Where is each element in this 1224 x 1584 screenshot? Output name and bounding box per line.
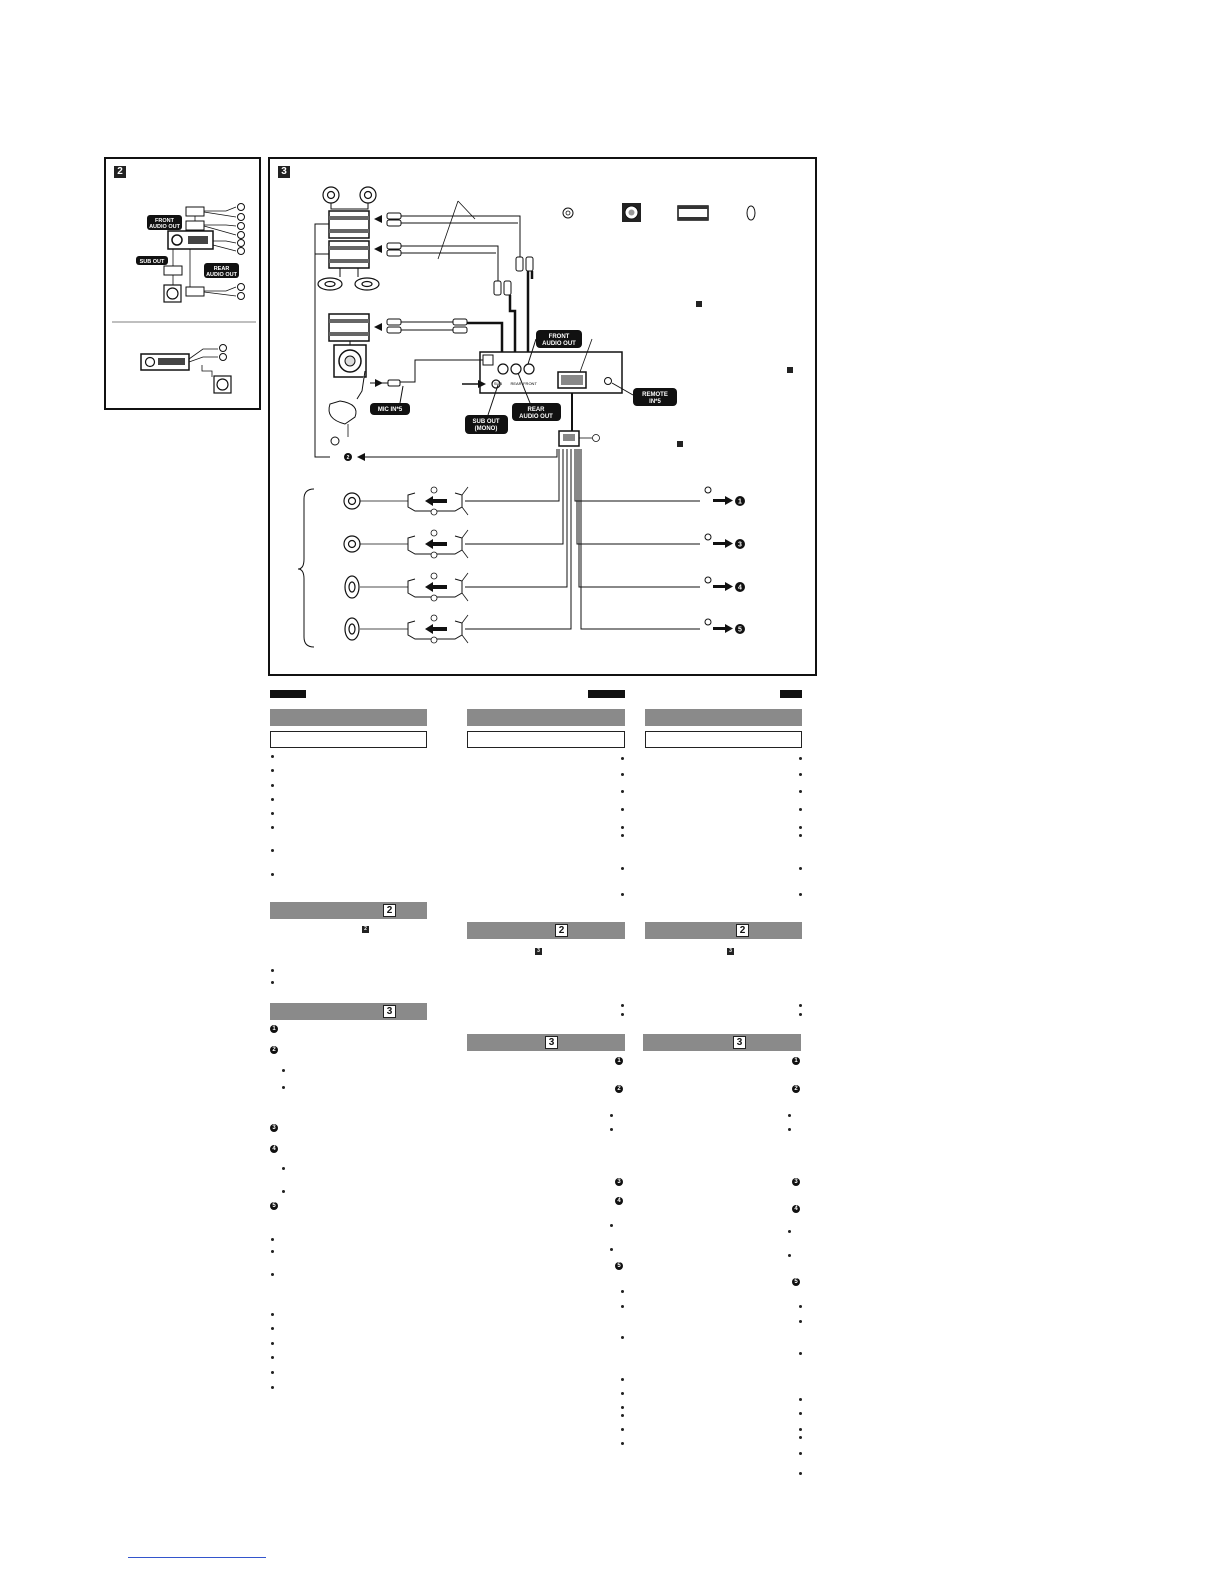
svg-text:5: 5 [738, 626, 742, 634]
svg-text:SUB: SUB [493, 381, 503, 386]
tag-sub-out-mono [465, 415, 508, 434]
svg-text:REAR: REAR [510, 381, 522, 386]
arrow-icon [375, 379, 383, 387]
speaker-icon [344, 493, 360, 640]
tag-rear-audio-out [204, 263, 239, 278]
svg-text:IN*5: IN*5 [649, 399, 661, 405]
subwoofer-icon [164, 285, 181, 302]
header-bar-col1 [270, 709, 427, 726]
svg-text:FRONT: FRONT [155, 218, 174, 224]
svg-text:AUDIO OUT: AUDIO OUT [542, 341, 576, 347]
svg-text:4: 4 [738, 584, 742, 592]
svg-text:AUDIO OUT: AUDIO OUT [519, 414, 553, 420]
svg-text:1: 1 [738, 498, 742, 506]
subwoofer-icon [214, 376, 231, 393]
mini-ref [677, 301, 793, 447]
arrow-icon [713, 496, 733, 633]
arrow-icon [357, 453, 365, 461]
svg-text:SUB OUT: SUB OUT [139, 259, 165, 265]
footer-link[interactable] [128, 1557, 266, 1558]
svg-text:SUB OUT: SUB OUT [472, 419, 500, 425]
tag-front-audio-out [147, 215, 182, 230]
language-tab-col1 [270, 690, 306, 698]
panel-3-number: 3 [278, 166, 290, 178]
header-box-col1 [270, 731, 427, 748]
svg-text:REMOTE: REMOTE [642, 392, 668, 398]
subwoofer-icon [334, 345, 366, 377]
tag-sub-out [136, 256, 168, 265]
panel-2-number: 2 [114, 166, 126, 178]
svg-text:2: 2 [346, 455, 350, 461]
svg-text:REAR: REAR [527, 407, 545, 413]
panel-2 [104, 157, 261, 410]
amplifier-icon [329, 314, 369, 341]
section-bar-col3-b: 3 [643, 1034, 801, 1051]
language-tab-col2 [588, 690, 625, 698]
svg-text:MIC IN*5: MIC IN*5 [377, 407, 403, 413]
arrow-icon [374, 215, 382, 331]
panel-3 [268, 157, 817, 676]
panel-3-diagram [270, 159, 815, 674]
header-box-col3 [645, 731, 802, 748]
amplifier-icon [329, 211, 369, 268]
accessory-icons [563, 203, 755, 222]
svg-text:(MONO): (MONO) [474, 426, 498, 432]
arrow-icon [425, 496, 447, 634]
header-bar-col3 [645, 709, 802, 726]
svg-text:AUDIO OUT: AUDIO OUT [149, 224, 180, 230]
speaker-icon [220, 345, 227, 361]
section-bar-col2-a: 2 [467, 922, 625, 939]
head-unit-back-icon [480, 352, 622, 393]
tag-front-audio-out [536, 330, 582, 348]
wire-harness-icon [559, 393, 600, 446]
svg-text:AUDIO OUT: AUDIO OUT [206, 272, 237, 278]
head-unit-icon [168, 231, 213, 249]
svg-text:FRONT: FRONT [548, 334, 570, 340]
header-box-col2 [467, 731, 625, 748]
section-bar-col1-a: 2 [270, 902, 427, 919]
section-bar-col2-b: 3 [467, 1034, 625, 1051]
header-bar-col2 [467, 709, 625, 726]
rca-plug-icon [387, 213, 467, 333]
tag-mic-in [370, 403, 410, 415]
speaker-wire-marks [735, 496, 745, 634]
tag-remote-in [633, 388, 677, 406]
svg-text:3: 3 [738, 541, 742, 549]
language-tab-col3 [780, 690, 802, 698]
svg-text:FRONT: FRONT [523, 381, 537, 386]
section-bar-col3-a: 2 [645, 922, 802, 939]
svg-text:REAR: REAR [213, 266, 230, 272]
speaker-icon [318, 278, 379, 290]
speaker-icon [238, 204, 245, 300]
tag-rear-audio-out [512, 403, 561, 421]
panel-2-diagram [106, 159, 259, 408]
section-bar-col1-b: 3 [270, 1003, 427, 1020]
head-unit-icon [141, 354, 189, 370]
speaker-icon [323, 187, 376, 203]
